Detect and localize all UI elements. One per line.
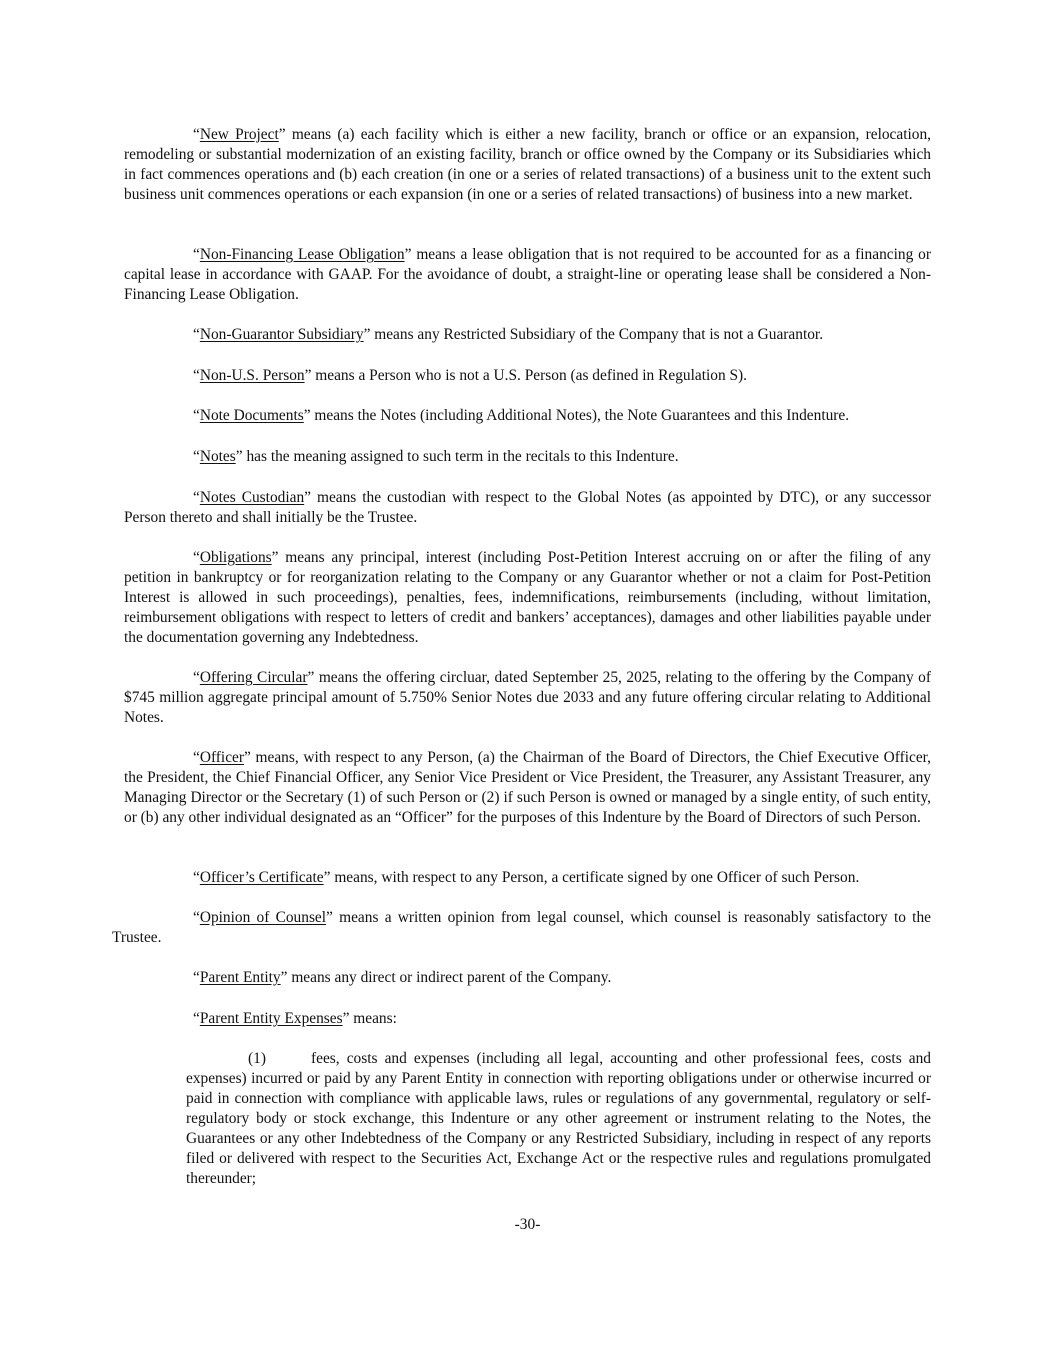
defined-term: Non-Guarantor Subsidiary xyxy=(199,326,364,343)
subclause-text: fees, costs and expenses (including all legal, accounting and other professional fees, costs and expenses) incurred or paid by any Parent Entity in connection with reporting obligations under or otherwise incurred or paid in connection with compliance with applicable laws, rules or regulations of any governmental, regulatory or self-regulatory body or stock exchange, this Indenture or any other agreement or instrument relating to the Notes, the Guarantees or any other Indebtedness of the Company or any Restricted Subsidiary, including in respect of any reports filed or delivered with respect to the Securities Act, Exchange Act or the respective rules and regulations promulgated thereunder; xyxy=(186,1050,931,1187)
open-quote: “ xyxy=(193,909,200,926)
definition-text: means any principal, interest (including Post-Petition Interest accruing on or after the filing of any petition in bankruptcy or for reorganization relating to the Company or any Guarantor whether or not a claim for Post-Petition Interest is allowed in such proceedings), penalties, fees, indemnifications, reimbursements (including, without limitation, reimbursement obligations with respect to letters of credit and bankers’ acceptances), damages and other liabilities payable under the documentation governing any Indebtedness. xyxy=(124,549,931,646)
page-number: -30- xyxy=(514,1216,541,1233)
open-quote: “ xyxy=(193,367,200,384)
defined-term: Obligations xyxy=(199,549,272,566)
close-quote: ” xyxy=(342,1010,350,1027)
definition-text: has the meaning assigned to such term in the recitals to this Indenture. xyxy=(242,448,679,465)
definition-offering-circular xyxy=(124,668,931,728)
close-quote: ” xyxy=(304,489,311,506)
defined-term: Note Documents xyxy=(199,407,304,424)
close-quote: ” xyxy=(280,969,288,986)
definition-non-financing-lease-obligation xyxy=(124,245,931,305)
definition-non-us-person xyxy=(124,366,931,386)
definition-text: means the offering circluar, dated September 25, 2025, relating to the offering by the Company of $745 million aggregate principal amount of 5.750% Senior Notes due 2033 and any future offering circular relating to Additional Notes. xyxy=(124,669,931,726)
open-quote: “ xyxy=(193,869,200,886)
open-quote: “ xyxy=(193,407,200,424)
close-quote: ” xyxy=(244,749,251,766)
open-quote: “ xyxy=(193,1010,200,1027)
definition-new-project xyxy=(124,125,931,205)
defined-term: Notes Custodian xyxy=(199,489,305,506)
defined-term: Parent Entity xyxy=(199,969,281,986)
defined-term: Non-Financing Lease Obligation xyxy=(199,246,405,263)
close-quote: ” xyxy=(404,246,412,263)
defined-term: New Project xyxy=(199,126,279,143)
definition-note-documents xyxy=(124,406,931,426)
close-quote: ” xyxy=(326,909,333,926)
definition-text: means the custodian with respect to the Global Notes (as appointed by DTC), or any successor Person thereto and shall initially be the Trustee. xyxy=(124,489,931,526)
open-quote: “ xyxy=(193,969,200,986)
definition-text: means: xyxy=(349,1010,397,1027)
definition-non-guarantor-subsidiary xyxy=(124,325,931,345)
close-quote: ” xyxy=(304,367,312,384)
definition-obligations xyxy=(124,548,931,648)
close-quote: ” xyxy=(271,549,279,566)
subclause-number: (1) xyxy=(248,1050,266,1067)
defined-term: Non-U.S. Person xyxy=(199,367,305,384)
definition-parent-entity xyxy=(124,968,931,988)
definition-text: means a lease obligation that is not required to be accounted for as a financing or capital lease in accordance with GAAP. For the avoidance of doubt, a straight-line or operating lease shall be considered a Non-Financing Lease Obligation. xyxy=(124,246,931,303)
close-quote: ” xyxy=(363,326,371,343)
definition-notes xyxy=(124,447,931,467)
open-quote: “ xyxy=(193,246,200,263)
definition-text: means the Notes (including Additional Notes), the Note Guarantees and this Indenture. xyxy=(310,407,850,424)
defined-term: Officer’s Certificate xyxy=(199,869,324,886)
definition-text: means a Person who is not a U.S. Person (as defined in Regulation S). xyxy=(311,367,748,384)
definition-text: means any Restricted Subsidiary of the Company that is not a Guarantor. xyxy=(370,326,824,343)
definition-officer xyxy=(124,748,931,828)
definition-text: means (a) each facility which is either a new facility, branch or office or an expansion, relocation, remodeling or substantial modernization of an existing facility, branch or office owned by the Company or its Subsidiaries which in fact commences operations and (b) each creation (in one or a series of related transactions) of a business unit to the extent such business unit commences operations or each expansion (in one or a series of related transactions) of business into a new market. xyxy=(124,126,931,203)
close-quote: ” xyxy=(323,869,331,886)
defined-term: Parent Entity Expenses xyxy=(199,1010,343,1027)
defined-term: Offering Circular xyxy=(199,669,308,686)
close-quote: ” xyxy=(278,126,286,143)
open-quote: “ xyxy=(193,489,200,506)
definition-parent-entity-expenses xyxy=(124,1009,931,1029)
close-quote: ” xyxy=(235,448,243,465)
open-quote: “ xyxy=(193,448,200,465)
close-quote: ” xyxy=(307,669,315,686)
definition-text: means, with respect to any Person, a certificate signed by one Officer of such Person. xyxy=(330,869,860,886)
close-quote: ” xyxy=(303,407,311,424)
open-quote: “ xyxy=(193,749,200,766)
open-quote: “ xyxy=(193,669,200,686)
definition-text: means a written opinion from legal counsel, which counsel is reasonably satisfactory to the Trustee. xyxy=(112,909,931,946)
definition-officers-certificate xyxy=(124,868,931,888)
definition-text: means, with respect to any Person, (a) the Chairman of the Board of Directors, the Chief Executive Officer, the President, the Chief Financial Officer, any Senior Vice President or Vice President, the Treasurer, any Assistant Treasurer, any Managing Director or the Secretary (1) of such Person or (2) if such Person is owned or managed by a single entity, of such entity, or (b) any other individual designated as an “Officer” for the purposes of this Indenture by the Board of Directors of such Person. xyxy=(124,749,931,826)
subclause-1 xyxy=(186,1049,931,1189)
defined-term: Notes xyxy=(199,448,236,465)
open-quote: “ xyxy=(193,126,200,143)
open-quote: “ xyxy=(193,326,200,343)
definition-opinion-of-counsel xyxy=(112,908,931,948)
open-quote: “ xyxy=(193,549,200,566)
defined-term: Opinion of Counsel xyxy=(199,909,327,926)
defined-term: Officer xyxy=(199,749,244,766)
definition-notes-custodian xyxy=(124,488,931,528)
definition-text: means any direct or indirect parent of the Company. xyxy=(287,969,612,986)
